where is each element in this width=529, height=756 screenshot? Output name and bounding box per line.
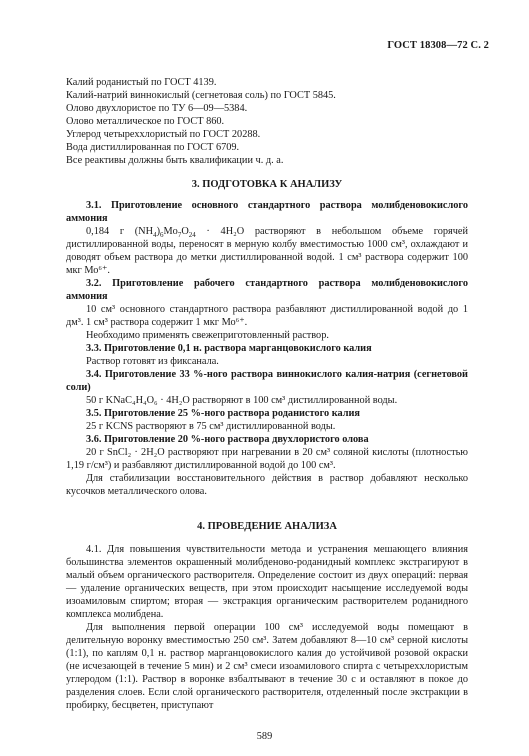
subsection-heading: 3.3. Приготовление 0,1 н. раствора марганцовокислого калия bbox=[86, 343, 372, 354]
list-item: Все реактивы должны быть квалификации ч. д. а. bbox=[66, 155, 284, 166]
paragraph: Необходимо применять свежеприготовленный раствор. bbox=[86, 330, 329, 341]
section-4-body bbox=[66, 543, 468, 712]
list-item: Олово металлическое по ГОСТ 860. bbox=[66, 116, 225, 127]
paragraph: Для стабилизации восстановительного действия в раствор добавляют несколько кусочков металлического олова. bbox=[66, 473, 468, 497]
subsection-heading: 3.2. Приготовление рабочего стандартного раствора молибденовокислого аммония bbox=[66, 278, 468, 302]
paragraph: 0,184 г $(NH_4)_6Mo_7O_{24} \cdot 4Н_2О$ растворяют в небольшом объеме горячей дистиллированной воды, переносят в мерную колбу вместимостью 1000 см³, охлаждают и доводят объем раствора до метки дистиллированной водой. 1 см³ раствора содержит 100 мкг Мо⁶⁺. bbox=[66, 226, 469, 276]
list-item: Калий роданистый по ГОСТ 4139. bbox=[66, 77, 217, 88]
paragraph: Для выполнения первой операции 100 см³ исследуемой воды помещают в делительную воронку вместимостью 250 см³. Затем добавляют 8—10 см³ серной кислоты (1:1), по каплям 0,1 н. раствор марганцовокислого калия до устойчивой розовой окраски (не исчезающей в течение 5 мин) и 2 см³ смеси изоамилового спирта с четыреххлористым углеродом (1:1). Раствор в воронке взбалтывают в течение 30 с и оставляют в покое до разделения слоев. Если слой органического растворителя, отделенный после экстракции в пробирку, бесцветен, приступают bbox=[66, 622, 468, 711]
section-title: 4. ПРОВЕДЕНИЕ АНАЛИЗА bbox=[197, 521, 337, 532]
list-item: Вода дистиллированная по ГОСТ 6709. bbox=[66, 142, 240, 153]
subsection-heading: 3.6. Приготовление 20 %-ного раствора двухлористого олова bbox=[86, 434, 369, 445]
section-3 bbox=[66, 178, 468, 191]
list-item: Углерод четыреххлористый по ГОСТ 20288. bbox=[66, 129, 261, 140]
running-title: ГОСТ 18308—72 С. 2 bbox=[387, 40, 489, 51]
section-title: 3. ПОДГОТОВКА К АНАЛИЗУ bbox=[191, 179, 343, 190]
subsection-heading: 3.1. Приготовление основного стандартного раствора молибденовокислого аммония bbox=[66, 200, 468, 224]
paragraph: 25 г KCNS растворяют в 75 см³ дистиллированной воды. bbox=[86, 421, 336, 432]
list-item: Калий-натрий виннокислый (сегнетовая соль) по ГОСТ 5845. bbox=[66, 90, 336, 101]
paragraph: 10 см³ основного стандартного раствора разбавляют дистиллированной водой до 1 дм³. 1 см³ раствора содержит 1 мкг Мо⁶⁺. bbox=[66, 304, 468, 328]
paragraph: 20 г SnCl₂ · 2H₂O растворяют при нагревании в 20 см³ соляной кислоты (плотностью 1,19 г/см³) и разбавляют дистиллированной водой до 100 см³. bbox=[66, 447, 468, 471]
subsection-heading: 3.4. Приготовление 33 %-ного раствора виннокислого калия-натрия (сегнетовой соли) bbox=[66, 369, 468, 393]
subsection-heading: 3.5. Приготовление 25 %-ного раствора роданистого калия bbox=[86, 408, 361, 419]
list-item: Олово двухлористое по ТУ 6—09—5384. bbox=[66, 103, 248, 114]
paragraph: 50 г KNaC₄H₄O₆ · 4H₂O растворяют в 100 см³ дистиллированной воды. bbox=[86, 395, 398, 406]
paragraph: 4.1. Для повышения чувствительности метода и устранения мешающего влияния большинства элементов окрашенный молибденово-роданидный комплекс экстрагируют в малый объем органического растворителя. Определение состоит из двух операций: первая — удаление органических веществ, при этом происходит насыщение исследуемой воды изоамиловым спиртом; вторая — экстракция органическим растворителем роданидного комплекса молибдена. bbox=[66, 544, 468, 620]
section-3-body bbox=[66, 199, 468, 498]
reagent-list bbox=[66, 76, 468, 167]
page-number: 589 bbox=[256, 731, 273, 742]
paragraph: Раствор готовят из фиксанала. bbox=[86, 356, 219, 367]
section-4 bbox=[66, 520, 468, 533]
paragraph-text: 4Н₂О растворяют в небольшом объеме горячей дистиллированной воды, переносят в мерную колбу вместимостью 1000 см³, охлаждают и доводят объем раствора до метки дистиллированной водой. 1 см³ раствора содержит 100 мкг Мо⁶⁺. bbox=[66, 226, 469, 276]
formula-lead: 0,184 г (NH bbox=[86, 226, 154, 237]
